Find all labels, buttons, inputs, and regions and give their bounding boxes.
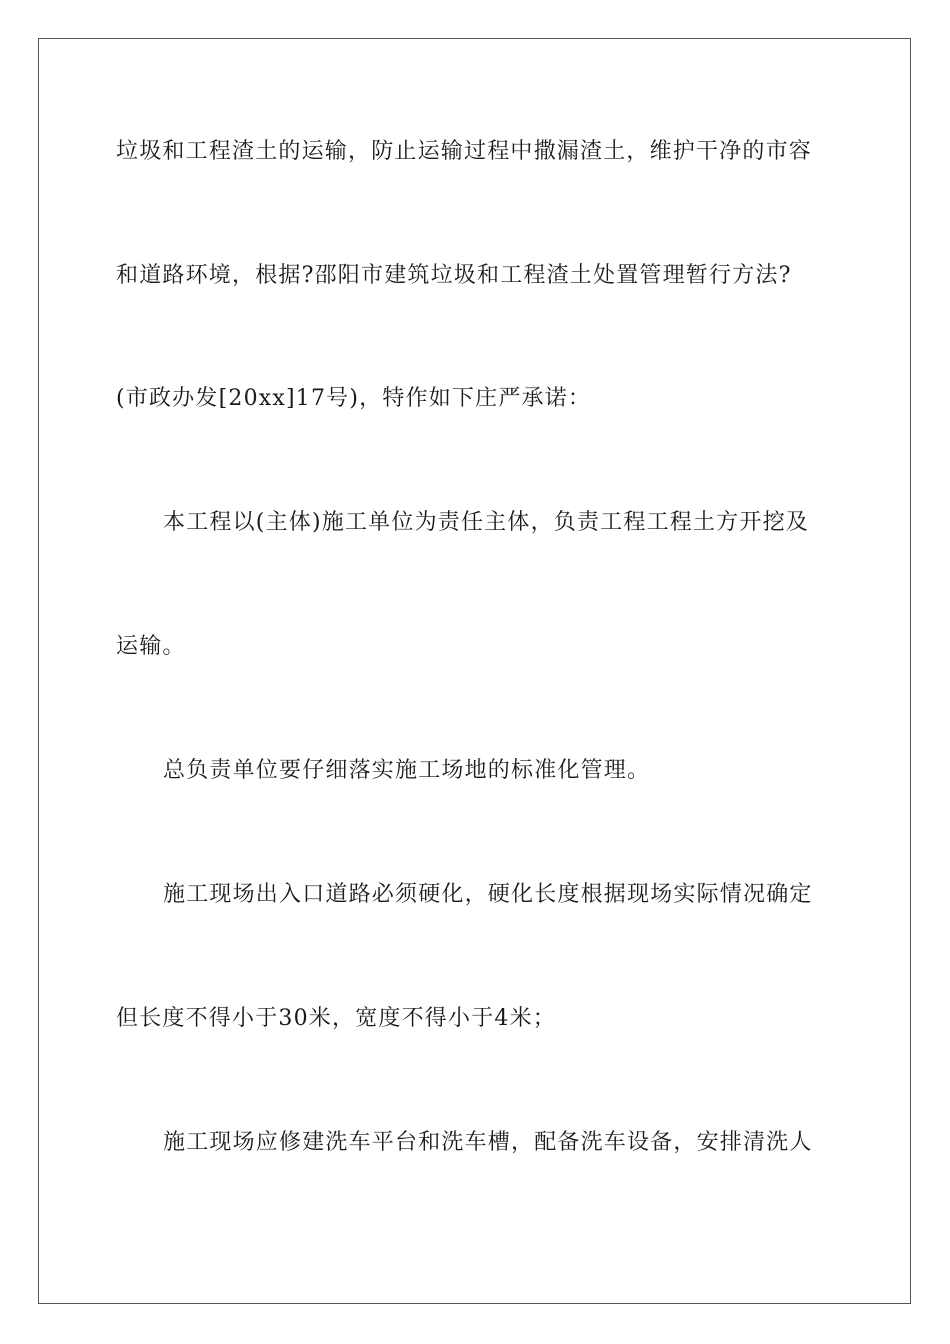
text-line-1: 垃圾和工程渣土的运输，防止运输过程中撒漏渣土，维护干净的市容 bbox=[116, 139, 813, 164]
text-line-6: 总负责单位要仔细落实施工场地的标准化管理。 bbox=[163, 758, 651, 783]
text-line-5: 运输。 bbox=[116, 634, 186, 659]
text-line-2: 和道路环境，根据?邵阳市建筑垃圾和工程渣土处置管理暂行方法? bbox=[116, 263, 792, 288]
text-line-4: 本工程以(主体)施工单位为责任主体，负责工程工程土方开挖及 bbox=[163, 510, 809, 535]
text-line-3: (市政办发[20xx]17号)，特作如下庄严承诺： bbox=[116, 386, 592, 411]
text-line-8: 但长度不得小于30米，宽度不得小于4米； bbox=[116, 1006, 556, 1031]
text-line-9: 施工现场应修建洗车平台和洗车槽，配备洗车设备，安排清洗人 bbox=[163, 1130, 813, 1155]
text-line-7: 施工现场出入口道路必须硬化，硬化长度根据现场实际情况确定 bbox=[163, 882, 813, 907]
page-border bbox=[38, 38, 911, 1304]
